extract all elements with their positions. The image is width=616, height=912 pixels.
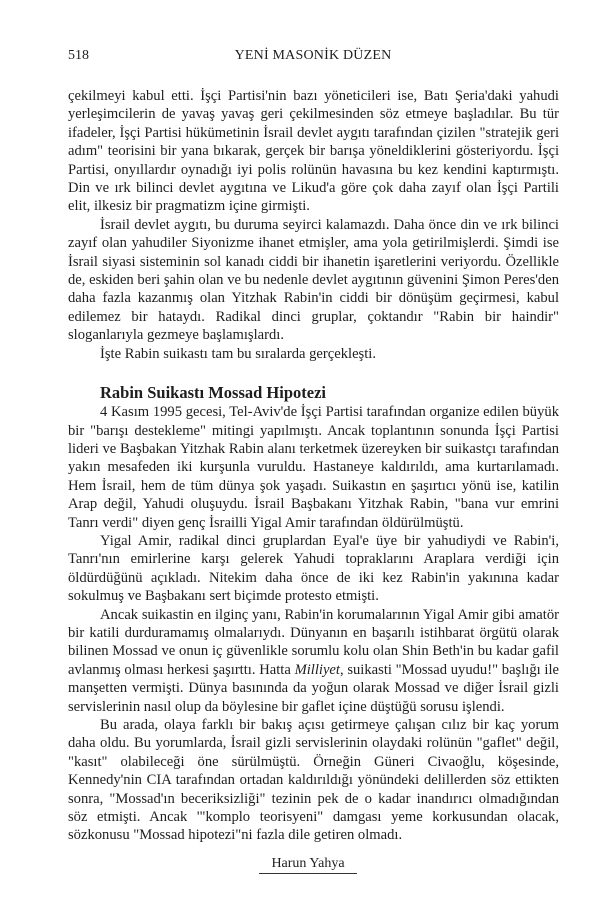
paragraph: 4 Kasım 1995 gecesi, Tel-Aviv'de İşçi Partisi tarafından organize edilen büyük bir "barışı destekleme" mitingi yapılmıştı. Ancak toplantının sonunda İşçi Partisi lideri ve Başbakan Yitzhak Rabin alanı terketmek üzereyken bir suikastçı tarafından yakın mesafeden iki kurşunla vuruldu. Hastaneye kaldırıldı, ama kurtarılamadı. Hem İsrail, hem de tüm dünya şok yaşadı. Suikastın en şaşırtıcı yönü ise, katilin Arap değil, Yahudi oluşuydu. İsrail Başbakanı Yitzhak Rabin, "bana vur emrini Tanrı verdi" diyen genç İsrailli Yigal Amir tarafından öldürülmüştü. (68, 404, 559, 531)
paragraph: İşte Rabin suikastı tam bu sıralarda gerçekleşti. (100, 345, 376, 362)
paragraph-text: Ancak suikastin en ilginç yanı, Rabin'in korumalarının Yigal Amir gibi amatör bir katili durduramamış olmalarıydı. Dünyanın en başarılı istihbarat örgütü olarak bilinen Mossad ve onun iç güvenlikle sorumlu kolu olan Shin Beth'in bu kadar gafil avlanmış olması herkesi şaşırttı. Hatta (68, 606, 559, 678)
page-footer (0, 856, 616, 874)
footer-author: Harun Yahya (259, 856, 356, 874)
paragraph: Yigal Amir, radikal dinci gruplardan Eyal'e üye bir yahudiydi ve Rabin'i, Tanrı'nın emirlerine karşı gelerek Yahudi topraklarını Araplara verdiği için öldürdüğünü açıkladı. Nitekim daha önce de iki kez Rabin'in yakınına kadar sokulmuş ve Başbakanı sert biçimde protesto etmişti. (68, 532, 559, 605)
newspaper-name: Milliyet (294, 661, 340, 678)
page-number: 518 (68, 48, 89, 63)
paragraph: çekilmeyi kabul etti. İşçi Partisi'nin bazı yöneticileri ise, Batı Şeria'daki yahudi yerleşimcilerin de yavaş yavaş geri çekilmesinden söz etmeye başladılar. Bu tür ifadeler, İşçi Partisi hükümetinin İsrail devlet aygıtı tarafından çizilen "stratejik geri adım" teorisini bir yana bıkarak, gerçek bir barışa yöneldiklerini gösteriyordu. İşçi Partisi, onyıllardır oynadığı iyi polis rolünün havasına bu kez kendini kaptırmıştı. Din ve ırk bilinci devlet aygıtına ve Likud'a göre çok daha zayıf olan İşçi Partili elit, ilkesiz bir pragmatizm içine girmişti. (68, 88, 559, 215)
paragraph (68, 606, 559, 716)
section-heading: Rabin Suikastı Mossad Hipotezi (100, 383, 327, 403)
page-header (68, 48, 558, 68)
paragraph-text: , suikasti "Mossad uyudu!" başlığı ile manşetten vermişti. Dünya basınında da yoğun olarak Mossad ve diğer İsrail gizli servislerinin nasıl olup da böylesine bir gaflet içine düştüğü sorusu işlendi. (68, 661, 560, 715)
paragraph: İsrail devlet aygıtı, bu duruma seyirci kalamazdı. Daha önce din ve ırk bilinci zayıf olan yahudiler Siyonizme ihanet etmişler, ama yola getirilmişlerdi. Şimdi ise İsrail siyasi sisteminin sol kanadı ciddi bir ihanetin işaretlerini veriyordu. Özellikle de, eskiden beri şahin olan ve bu nedenle devlet aygıtının güvenini Şimon Peres'den daha fazla kazanmış olan Yitzhak Rabin'in ciddi bir dönüşüm geçirmesi, kabul edilemez bir hataydı. Radikal dinci gruplar, çoktandır "Rabin bir haindir" sloganlarıyla gezmeye başlamışlardı. (68, 216, 559, 344)
page-body (68, 87, 559, 845)
paragraph: Bu arada, olaya farklı bir bakış açısı getirmeye çalışan cılız bir kaç yorum daha oldu. Bu yorumlarda, İsrail gizli servislerinin olaydaki rolünün "gaflet" değil, "kasıt" olabileceği öne sürülmüştü. Örneğin Güneri Civaoğlu, köşesinde, Kennedy'nin CIA tarafından ortadan kaldırıldığı yönündeki delillerden söz ettikten sonra, "Mossad'ın beceriksizliği" tezinin pek de o kadar inandırıcı olmadığından söz etmişti. Ancak '"komplo teorisyeni" damgası yeme korkusundan olacak, sözkonusu "Mossad hipotezi"ni fazla dile getiren olmadı. (68, 717, 559, 844)
running-title: YENİ MASONİK DÜZEN (234, 48, 392, 63)
